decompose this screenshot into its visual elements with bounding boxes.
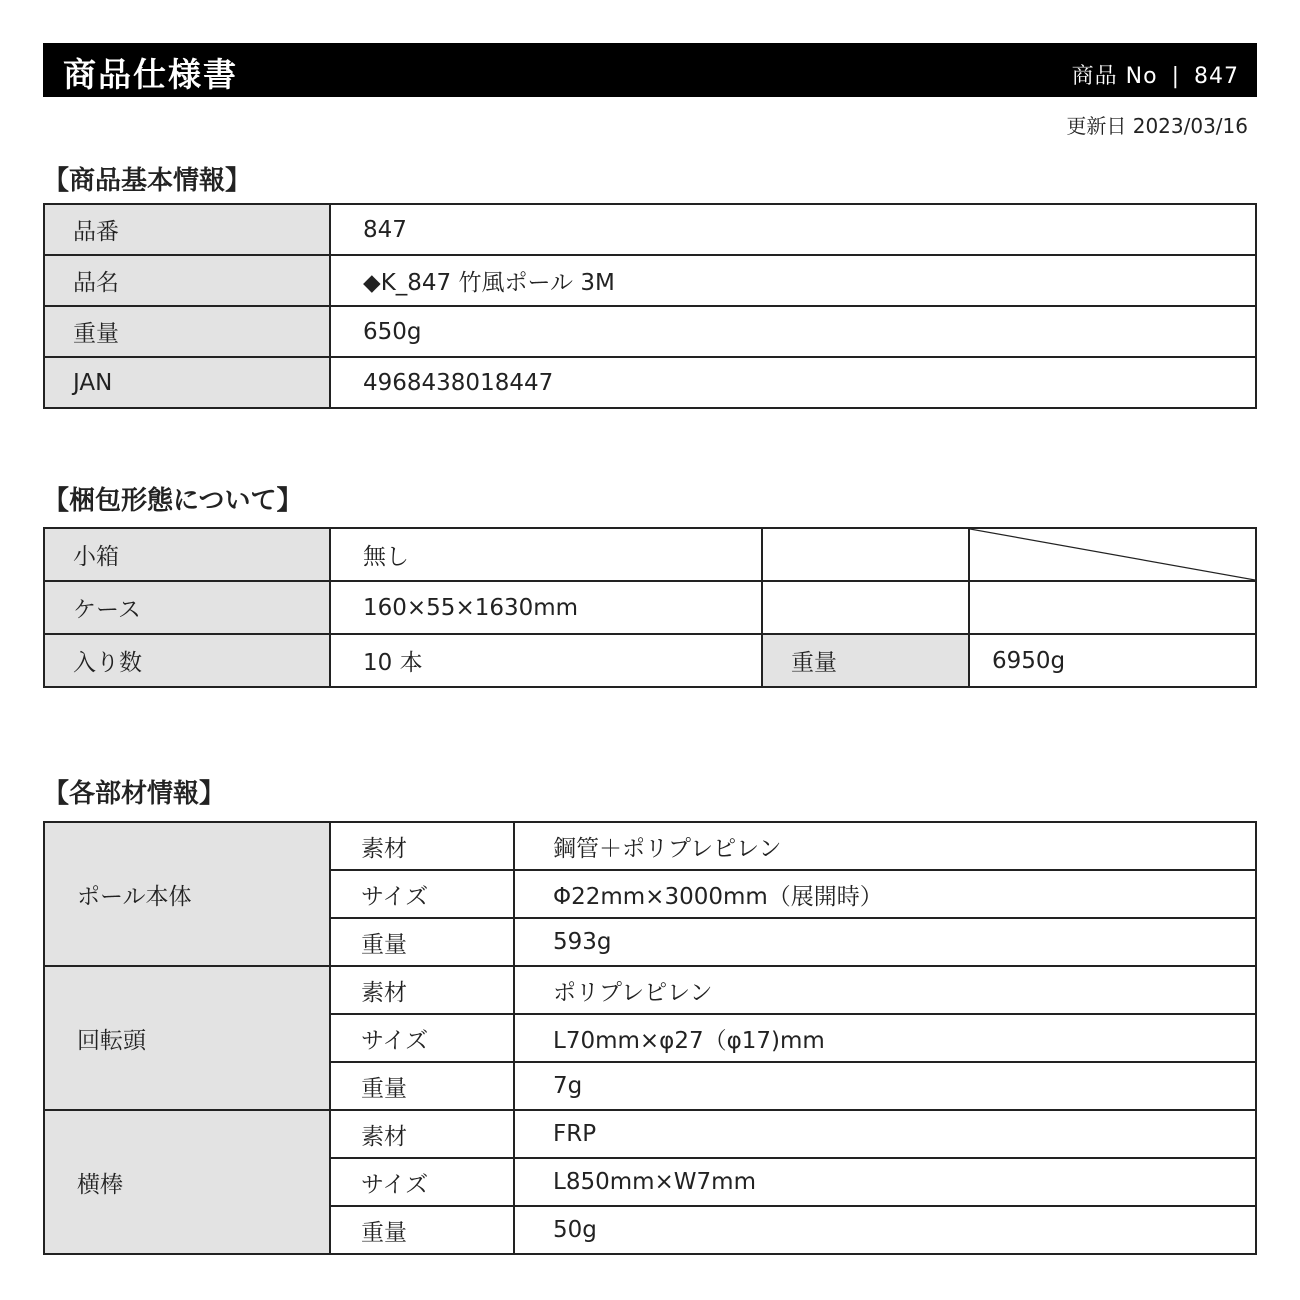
product-number-separator: |: [1171, 64, 1180, 89]
part-name: 回転頭: [44, 966, 330, 1110]
row-label: 品名: [44, 255, 330, 306]
row-value: 4968438018447: [330, 357, 1256, 408]
case-weight-value: 6950g: [969, 634, 1256, 687]
row-label: 小箱: [44, 528, 330, 581]
row-label: 素材: [330, 966, 514, 1014]
row-label: ケース: [44, 581, 330, 634]
row-label: サイズ: [330, 1014, 514, 1062]
row-value: 847: [330, 204, 1256, 255]
table-row: [44, 1110, 1256, 1158]
row-label: サイズ: [330, 1158, 514, 1206]
table-row: [44, 204, 1256, 255]
updated-date: 更新日 2023/03/16: [1066, 114, 1248, 138]
row-value: 10 本: [330, 634, 762, 687]
part-name: ポール本体: [44, 822, 330, 966]
row-label: 重量: [330, 1062, 514, 1110]
row-value: L70mm×φ27（φ17)mm: [514, 1014, 1256, 1062]
row-value: 160×55×1630mm: [330, 581, 762, 634]
basic-info-table: [43, 203, 1257, 409]
empty-cell: [762, 528, 969, 581]
row-label: 重量: [330, 918, 514, 966]
row-label: 入り数: [44, 634, 330, 687]
row-value: 7g: [514, 1062, 1256, 1110]
table-row: [44, 306, 1256, 357]
parts-table: [43, 821, 1257, 1255]
product-number-label: 商品 No: [1071, 64, 1158, 89]
table-row: [44, 357, 1256, 408]
row-value: 鋼管＋ポリプレピレン: [514, 822, 1256, 870]
diagonal-cell: [969, 528, 1256, 581]
row-value: ◆K_847 竹風ポール 3M: [330, 255, 1256, 306]
row-value: 50g: [514, 1206, 1256, 1254]
row-label: 品番: [44, 204, 330, 255]
table-row: [44, 822, 1256, 870]
row-value: 無し: [330, 528, 762, 581]
product-number-value: 847: [1194, 64, 1239, 89]
empty-cell: [762, 581, 969, 634]
row-value: ポリプレピレン: [514, 966, 1256, 1014]
section-title-basic-info: 【商品基本情報】: [43, 166, 252, 196]
row-label: JAN: [44, 357, 330, 408]
row-value: 593g: [514, 918, 1256, 966]
row-value: Φ22mm×3000mm（展開時）: [514, 870, 1256, 918]
empty-cell: [969, 581, 1256, 634]
table-row: [44, 966, 1256, 1014]
section-title-packaging: 【梱包形態について】: [43, 486, 303, 516]
row-value: L850mm×W7mm: [514, 1158, 1256, 1206]
table-row: [44, 255, 1256, 306]
row-label: 素材: [330, 1110, 514, 1158]
section-title-parts: 【各部材情報】: [43, 779, 226, 809]
row-label: サイズ: [330, 870, 514, 918]
table-row: [44, 528, 1256, 581]
row-label: 重量: [44, 306, 330, 357]
product-number: [1072, 59, 1239, 90]
row-value: 650g: [330, 306, 1256, 357]
page-title: 商品仕様書: [63, 55, 238, 94]
packaging-table: [43, 527, 1257, 688]
row-value: FRP: [514, 1110, 1256, 1158]
title-bar: [43, 43, 1257, 97]
table-row: [44, 634, 1256, 687]
row-label: 重量: [330, 1206, 514, 1254]
part-name: 横棒: [44, 1110, 330, 1254]
table-row: [44, 581, 1256, 634]
diagonal-line: [970, 529, 1255, 580]
case-weight-label: 重量: [762, 634, 969, 687]
row-label: 素材: [330, 822, 514, 870]
